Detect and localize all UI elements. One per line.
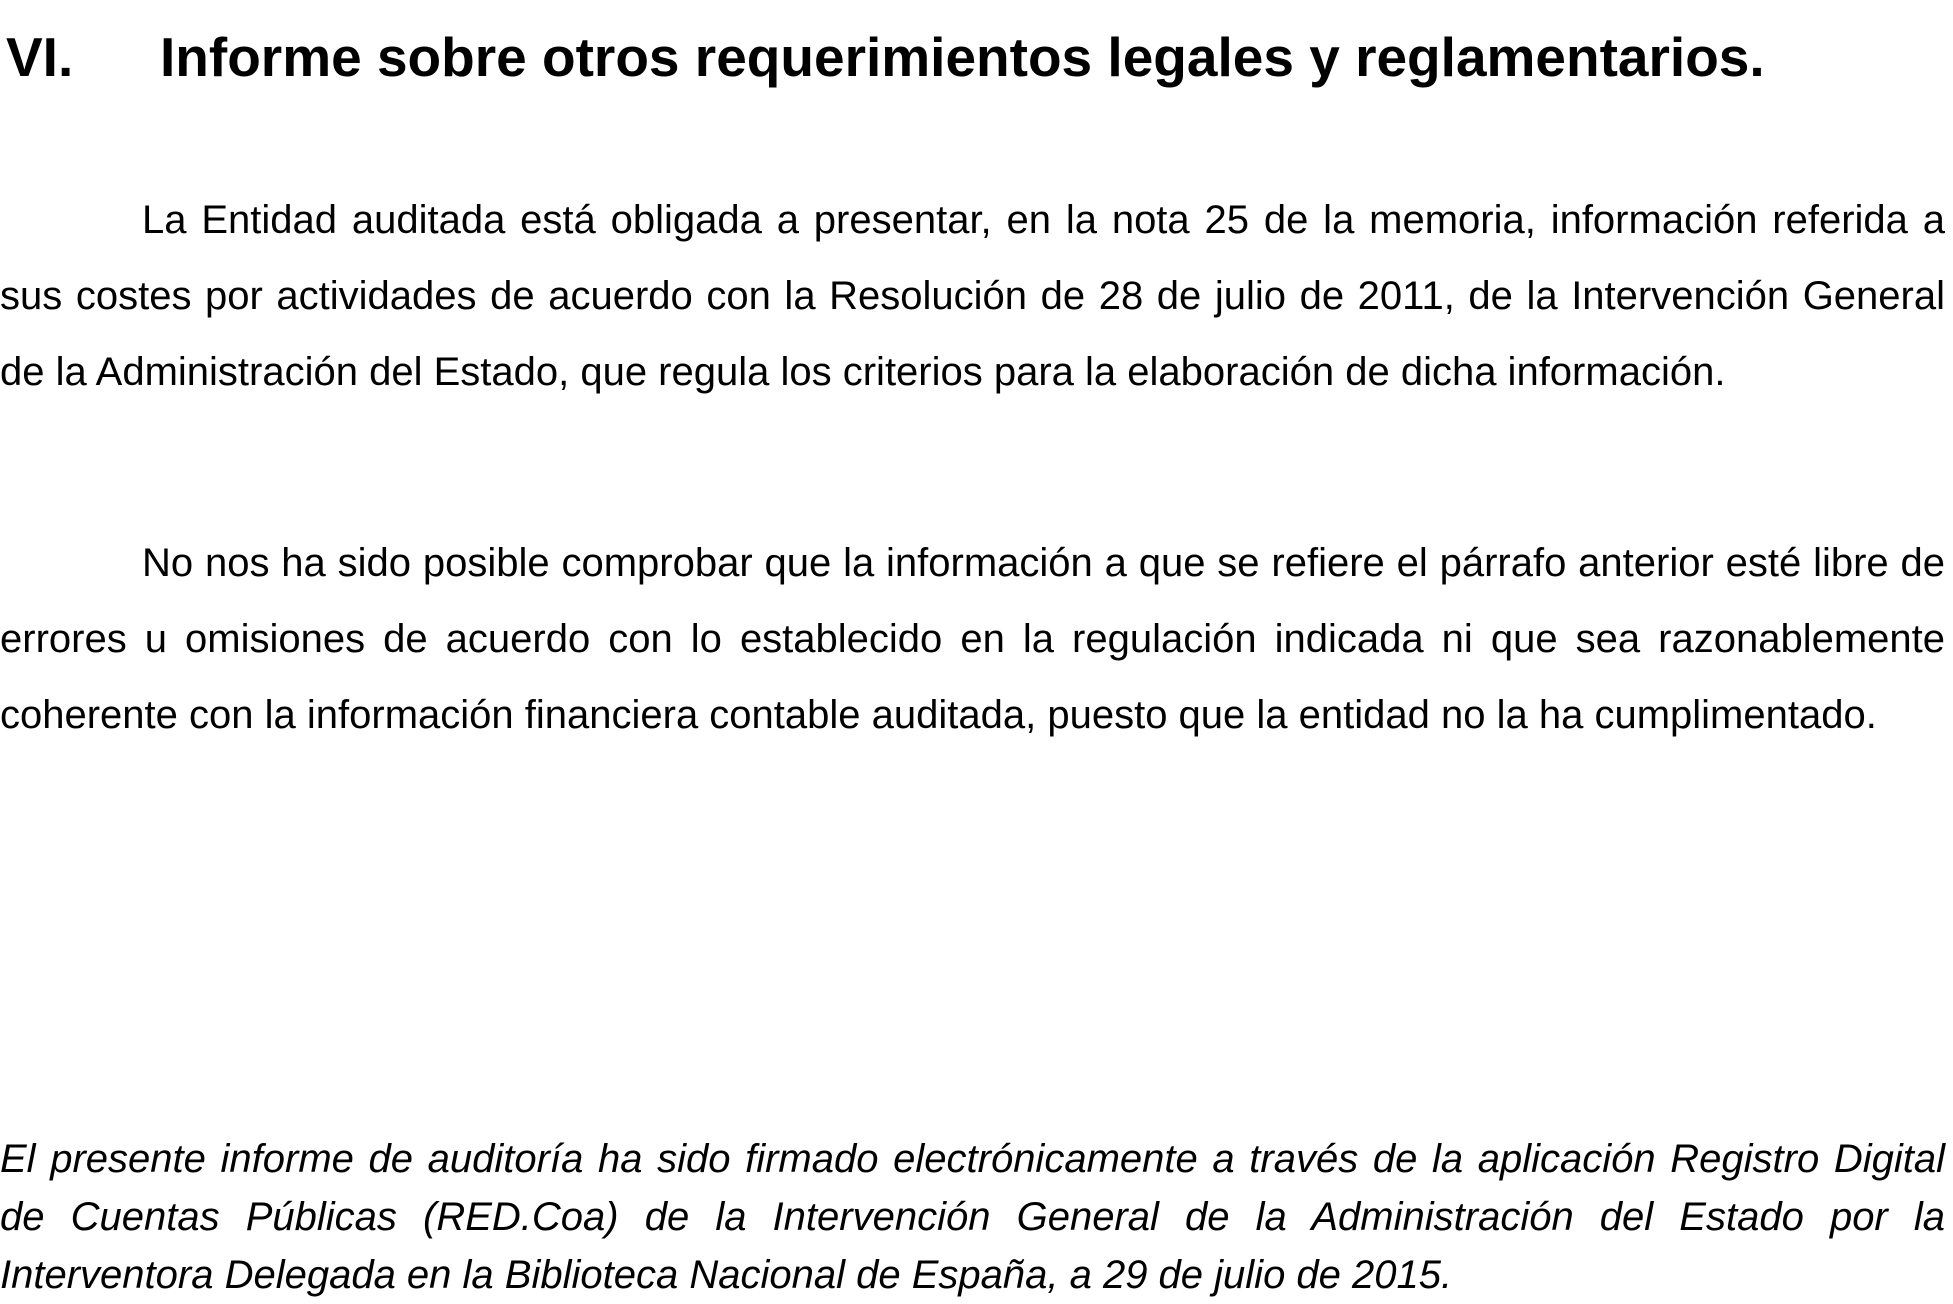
- section-heading: [6, 22, 1765, 92]
- section-number: VI.: [6, 26, 74, 88]
- paragraph-verification-limitation: No nos ha sido posible comprobar que la información a que se refiere el párrafo anterior esté libre de errores u omisiones de acuerdo con lo establecido en la regulación indicada ni que sea razonablemente coherente con la información financiera contable auditada, puesto que la entidad no la ha cumplimentado.: [0, 541, 1945, 737]
- section-title: Informe sobre otros requerimientos legales y reglamentarios.: [160, 26, 1765, 88]
- paragraph-costs-information: La Entidad auditada está obligada a presentar, en la nota 25 de la memoria, información referida a sus costes por actividades de acuerdo con la Resolución de 28 de julio de 2011, de la Intervención General de la Administración del Estado, que regula los criterios para la elaboración de dicha información.: [0, 198, 1945, 394]
- electronic-signature-note: El presente informe de auditoría ha sido firmado electrónicamente a través de la aplicación Registro Digital de Cuentas Públicas (RED.Coa) de la Intervención General de la Administración del Estado por la Interventora Delegada en la Biblioteca Nacional de España, a 29 de julio de 2015.: [0, 1137, 1945, 1297]
